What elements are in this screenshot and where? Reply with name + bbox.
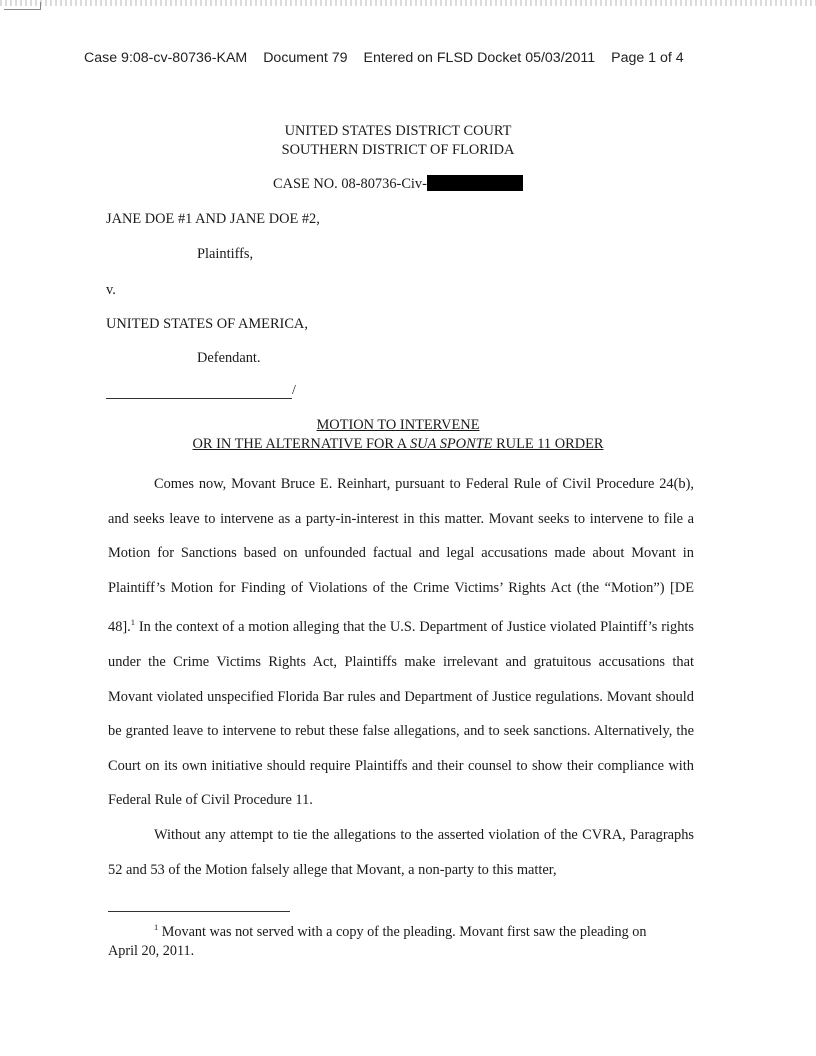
defendant-name: UNITED STATES OF AMERICA,: [106, 316, 308, 332]
motion-title-line1: MOTION TO INTERVENE: [316, 417, 480, 433]
court-name-line: UNITED STATES DISTRICT COURT: [284, 123, 512, 139]
footnote: [108, 918, 694, 961]
case-number-text: CASE NO. 08-80736-Civ-: [273, 176, 427, 192]
paragraph-1-text-b: In the context of a motion alleging that the U.S. Department of Justice violated Plaintiff’s rights under the Crime Victims Rights Act, Plaintiffs make irrelevant and gratuitous accusations that Movant violated unspecified Florida Bar rules and Department of Justice regulations. Movant should be granted leave to intervene to rebut these false allegations, and to seek sanctions. Alternatively, the Court on its own initiative should require Plaintiffs and their counsel to show their compliance with Federal Rule of Civil Procedure 11.: [108, 619, 694, 809]
header-document-number: Document 79: [263, 50, 348, 66]
caption-slash: /: [292, 383, 296, 398]
defendant-label: Defendant.: [197, 350, 261, 366]
footnote-line-2: April 20, 2011.: [108, 943, 195, 959]
footnote-marker: 1: [154, 922, 159, 932]
ecf-header: [84, 50, 724, 66]
footnote-rule: [108, 911, 290, 912]
title-emphasis: SUA SPONTE: [409, 436, 493, 452]
title-suffix: RULE 11 ORDER: [492, 436, 604, 452]
body-paragraph-2: Without any attempt to tie the allegations to the asserted violation of the CVRA, Paragraphs 52 and 53 of the Motion falsely allege that Movant, a non-party to this matter,: [108, 826, 694, 878]
plaintiffs-label: Plaintiffs,: [197, 246, 254, 262]
caption-rule: [106, 398, 292, 399]
footnote-text-1: Movant was not served with a copy of the pleading. Movant first saw the pleading on: [158, 924, 647, 940]
motion-body: [108, 467, 694, 887]
header-entered-date: Entered on FLSD Docket 05/03/2011: [363, 50, 596, 66]
versus-label: v.: [106, 282, 116, 298]
paragraph-1-text-a: Comes now, Movant Bruce E. Reinhart, pursuant to Federal Rule of Civil Procedure 24(b), and seeks leave to intervene as a party-in-interest in this matter. Movant seeks to intervene to file a Motion for Sanctions based on unfounded factual and legal accusations made about Movant in Plaintiff’s Motion for Finding of Violations of the Crime Victims’ Rights Act (the “Motion”) [DE 48].: [108, 476, 694, 636]
court-district-line: SOUTHERN DISTRICT OF FLORIDA: [281, 142, 515, 158]
body-paragraph-1: [108, 467, 694, 818]
motion-title-line2: [0, 436, 796, 453]
plaintiffs-names: JANE DOE #1 AND JANE DOE #2,: [106, 211, 320, 227]
footnote-line-1: [108, 918, 694, 942]
header-page-number: Page 1 of 4: [611, 50, 684, 66]
scan-artifact-strip: [0, 0, 816, 6]
title-prefix: OR IN THE ALTERNATIVE FOR A: [192, 436, 410, 452]
redaction-block: [427, 175, 523, 191]
header-case-number: Case 9:08-cv-80736-KAM: [84, 50, 248, 66]
case-number-line: [273, 175, 523, 193]
scan-artifact-corner: [4, 2, 41, 10]
footnote-reference: 1: [130, 617, 136, 628]
